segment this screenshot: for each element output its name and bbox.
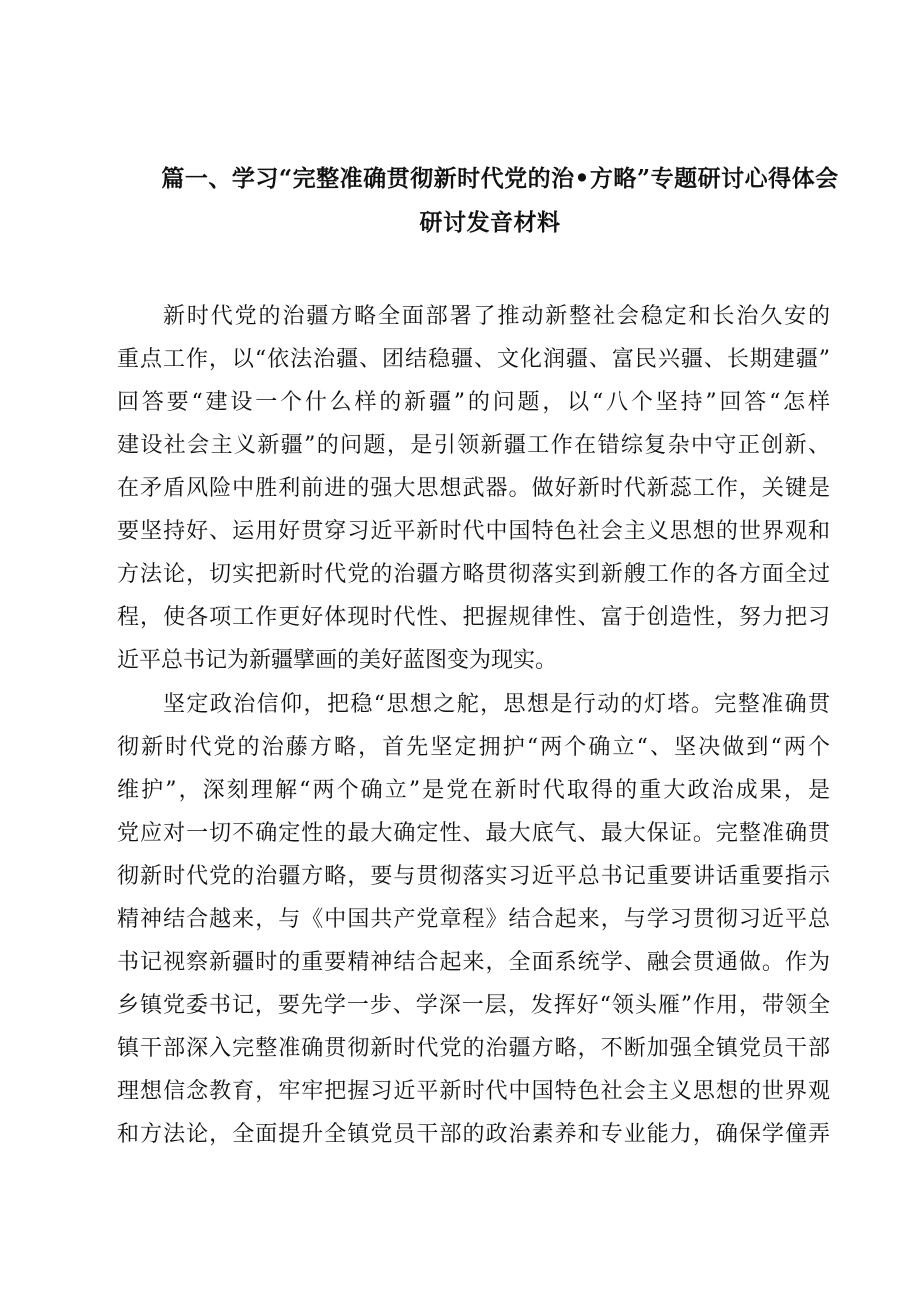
paragraph-1 [117,295,837,682]
paragraph-line: 彻新时代党的治藤方略，首先坚定拥护“两个确立“、坚决做到“两个 [117,735,830,760]
paragraph-line: 近平总书记为新疆擘画的美好蓝图变为现实。 [117,648,558,673]
paragraph-line: 方法论，切实把新时代党的治疆方略贯彻落实到新艘工作的各方面全过 [117,562,830,587]
paragraph-2 [117,683,837,1156]
paragraph-line: 镇干部深入完整准确贯彻新时代党的治疆方略，不断加强全镇党员干部 [117,1036,830,1061]
paragraph-line: 坚定政治信仰，把稳“思想之舵，思想是行动的灯塔。完整准确贯 [163,692,830,717]
paragraph-line: 新时代党的治疆方略全面部署了推动新整社会稳定和长治久安的 [163,304,830,329]
paragraph-line: 维护”，深刻理解“两个确立”是党在新时代取得的重大政治成果，是 [117,778,830,803]
paragraph-line: 程，使各项工作更好体现时代性、把握规律性、富于创造性，努力把习 [117,605,830,630]
paragraph-line: 精神结合越来，与《中国共产党章程》结合起来，与学习贯彻习近平总 [117,907,830,932]
paragraph-line: 回答要“建设一个什么样的新疆”的问题，以“八个坚持”回答“怎样 [117,390,830,415]
paragraph-line: 理想信念教育，牢牢把握习近平新时代中国特色社会主义思想的世界观 [117,1079,830,1104]
paragraph-line: 和方法论，全面提升全镇党员干部的政治素养和专业能力，确保学僮弄 [117,1122,830,1147]
paragraph-line: 党应对一切不确定性的最大确定性、最大底气、最大保证。完整准确贯 [117,821,830,846]
paragraph-line: 乡镇党委书记，要先学一步、学深一层，发挥好“领头雁”作用，带领全 [117,993,830,1018]
paragraph-line: 重点工作，以“依法治疆、团结稳疆、文化润疆、富民兴疆、长期建疆” [117,347,830,372]
paragraph-line: 在矛盾风险中胜利前进的强大思想武器。做好新时代新蕊工作，关键是 [117,476,830,501]
paragraph-line: 彻新时代党的治疆方略，要与贯彻落实习近平总书记重要讲话重要指示 [117,864,830,889]
document-title-line-2: 研讨发音材料 [419,209,561,236]
paragraph-line: 要坚持好、运用好贯穿习近平新时代中国特色社会主义思想的世界观和 [117,519,830,544]
paragraph-line: 建设社会主义新疆”的问题，是引领新疆工作在错综复杂中守正创新、 [117,433,830,458]
document-title-line-1: 篇一、学习“完整准确贯彻新时代党的治•方略”专题研讨心得体会 [161,165,839,192]
paragraph-line: 书记视察新疆时的重要精神结合起来，全面系统学、融会贯通做。作为 [117,950,830,975]
